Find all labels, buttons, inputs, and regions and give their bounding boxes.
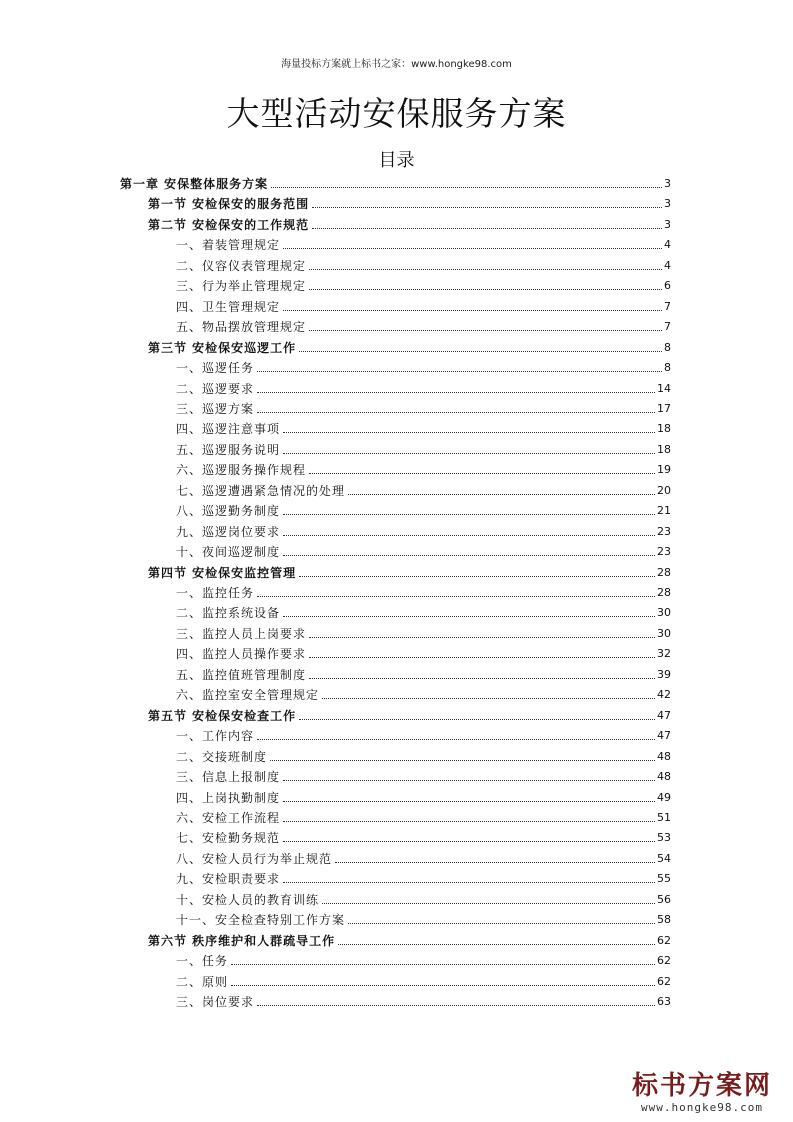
toc-entry-label: 第一节 安检保安的服务范围 [148, 197, 310, 212]
toc-leader-dots [283, 513, 655, 515]
toc-leader-dots [283, 881, 655, 883]
toc-leader-dots [322, 902, 655, 904]
toc-entry-label: 六、巡逻服务操作规程 [176, 463, 307, 478]
toc-entry-page: 20 [657, 483, 671, 497]
toc-entry-page: 21 [657, 504, 671, 518]
toc-entry-page: 28 [657, 565, 671, 579]
toc-entry-label: 二、仪容仪表管理规定 [176, 258, 307, 273]
toc-entry-label: 五、监控值班管理制度 [176, 667, 307, 682]
toc-entry[interactable] [176, 438, 671, 458]
toc-leader-dots [309, 329, 662, 331]
toc-leader-dots [283, 779, 655, 781]
toc-entry-label: 八、安检人员行为举止规范 [176, 851, 333, 866]
toc-entry[interactable] [176, 786, 671, 806]
toc-entry-label: 二、巡逻要求 [176, 381, 255, 396]
toc-entry-label: 四、巡逻注意事项 [176, 422, 281, 437]
toc-leader-dots [338, 943, 655, 945]
toc-entry-label: 九、安检职责要求 [176, 872, 281, 887]
toc-entry[interactable] [176, 622, 671, 642]
toc-entry-label: 九、巡逻岗位要求 [176, 524, 281, 539]
toc-entry-page: 3 [664, 217, 671, 231]
toc-heading: 目录 [378, 150, 415, 171]
toc-entry-label: 一、巡逻任务 [176, 361, 255, 376]
watermark-brand: 标书方案网 [631, 1071, 772, 1101]
toc-entry-label: 二、原则 [176, 974, 229, 989]
toc-entry-label: 六、安检工作流程 [176, 810, 281, 825]
toc-leader-dots [309, 268, 662, 270]
toc-entry-page: 8 [664, 361, 671, 375]
toc-entry-label: 第二节 安检保安的工作规范 [148, 217, 310, 232]
toc-leader-dots [309, 288, 662, 290]
toc-leader-dots [309, 636, 655, 638]
toc-entry[interactable] [148, 336, 671, 356]
toc-entry-page: 18 [657, 422, 671, 436]
toc-entry[interactable] [176, 274, 671, 294]
toc-entry-label: 一、监控任务 [176, 586, 255, 600]
toc-entry[interactable] [148, 704, 671, 724]
toc-leader-dots [283, 800, 655, 802]
toc-entry-page: 47 [657, 729, 671, 743]
toc-entry[interactable] [176, 315, 671, 335]
toc-entry[interactable] [176, 397, 671, 417]
toc-leader-dots [283, 820, 655, 822]
toc-entry-page: 19 [657, 463, 671, 477]
toc-entry-page: 53 [657, 831, 671, 845]
toc-entry-page: 7 [664, 299, 671, 313]
toc-leader-dots [283, 452, 655, 454]
toc-entry[interactable] [148, 213, 671, 233]
toc-entry-page: 54 [657, 851, 671, 865]
toc-entry[interactable] [176, 254, 671, 274]
watermark-url: www.hongke98.com [641, 1101, 763, 1114]
toc-entry[interactable] [148, 192, 671, 212]
toc-entry[interactable] [176, 499, 671, 519]
toc-entry[interactable] [176, 724, 671, 744]
toc-entry[interactable] [176, 683, 671, 703]
toc-entry-label: 四、监控人员操作要求 [176, 647, 307, 662]
toc-entry-label: 第六节 秩序维护和人群疏导工作 [148, 933, 336, 948]
toc-entry[interactable] [176, 970, 671, 990]
toc-leader-dots [309, 472, 655, 474]
toc-leader-dots [283, 615, 655, 617]
toc-leader-dots [299, 718, 655, 720]
toc-entry-label: 四、卫生管理规定 [176, 299, 281, 314]
toc-entry-page: 4 [664, 238, 671, 252]
toc-leader-dots [231, 963, 655, 965]
toc-entry-label: 第四节 安检保安监控管理 [148, 565, 297, 580]
toc-leader-dots [312, 206, 662, 208]
toc-entry-label: 三、监控人员上岗要求 [176, 626, 307, 641]
toc-entry-label: 四、上岗执勤制度 [176, 790, 281, 805]
toc-entry[interactable] [176, 479, 671, 499]
toc-leader-dots [299, 350, 662, 352]
toc-entry-page: 63 [657, 995, 671, 1008]
toc-entry-label: 一、着装管理规定 [176, 238, 281, 253]
toc-entry[interactable] [176, 949, 671, 969]
toc-entry[interactable] [176, 520, 671, 540]
toc-entry-label: 第三节 安检保安巡逻工作 [148, 340, 297, 355]
toc-leader-dots [283, 840, 655, 842]
watermark-logo [627, 1071, 777, 1114]
toc-entry-label: 三、巡逻方案 [176, 401, 255, 416]
toc-entry[interactable] [176, 417, 671, 437]
toc-entry[interactable] [120, 172, 671, 192]
toc-entry-page: 48 [657, 749, 671, 763]
toc-leader-dots [271, 186, 662, 188]
toc-leader-dots [257, 595, 655, 597]
toc-entry-label: 八、巡逻勤务制度 [176, 504, 281, 519]
toc-entry-page: 23 [657, 545, 671, 559]
toc-entry-label: 三、行为举止管理规定 [176, 279, 307, 294]
toc-entry[interactable] [176, 765, 671, 785]
toc-entry[interactable] [176, 990, 671, 1010]
toc-leader-dots [309, 677, 655, 679]
toc-entry[interactable] [176, 867, 671, 887]
toc-entry-page: 3 [664, 197, 671, 211]
toc-leader-dots [257, 370, 662, 372]
toc-entry-page: 3 [664, 177, 671, 190]
toc-entry[interactable] [176, 745, 671, 765]
toc-entry-page: 62 [657, 954, 671, 968]
toc-leader-dots [283, 309, 662, 311]
toc-entry-page: 14 [657, 381, 671, 395]
toc-entry[interactable] [176, 908, 671, 928]
page-header: 海量投标方案就上标书之家：www.hongke98.com [281, 59, 512, 70]
toc-entry[interactable] [176, 642, 671, 662]
toc-entry[interactable] [176, 601, 671, 621]
toc-entry-label: 七、巡逻遭遇紧急情况的处理 [176, 483, 346, 498]
toc-entry-label: 六、监控室安全管理规定 [176, 688, 320, 703]
toc-entry-page: 51 [657, 810, 671, 824]
toc-leader-dots [312, 227, 662, 229]
toc-entry-page: 47 [657, 708, 671, 722]
toc-entry-label: 三、岗位要求 [176, 995, 255, 1009]
toc-leader-dots [283, 554, 655, 556]
toc-entry-page: 28 [657, 586, 671, 599]
toc-entry[interactable] [148, 561, 671, 581]
toc-entry[interactable] [176, 233, 671, 253]
toc-entry-label: 第五节 安检保安检查工作 [148, 708, 297, 723]
toc-entry-label: 一、任务 [176, 954, 229, 969]
toc-entry-page: 48 [657, 770, 671, 784]
toc-entry-label: 第一章 安保整体服务方案 [120, 177, 269, 191]
toc-entry[interactable] [176, 888, 671, 908]
toc-entry-page: 8 [664, 340, 671, 354]
toc-entry-label: 五、巡逻服务说明 [176, 442, 281, 457]
toc-leader-dots [257, 1004, 655, 1006]
toc-entry-page: 58 [657, 913, 671, 927]
toc-leader-dots [257, 391, 655, 393]
toc-entry[interactable] [176, 581, 671, 601]
toc-leader-dots [283, 534, 655, 536]
toc-entry-page: 56 [657, 892, 671, 906]
toc-entry[interactable] [176, 458, 671, 478]
toc-entry[interactable] [176, 806, 671, 826]
toc-entry[interactable] [176, 356, 671, 376]
toc-leader-dots [322, 697, 655, 699]
toc-leader-dots [257, 411, 655, 413]
toc-entry-page: 30 [657, 626, 671, 640]
toc-entry[interactable] [176, 663, 671, 683]
toc-entry[interactable] [148, 929, 671, 949]
toc-entry-page: 42 [657, 688, 671, 702]
toc-entry[interactable] [176, 826, 671, 846]
toc-entry[interactable] [176, 295, 671, 315]
toc-leader-dots [309, 656, 655, 658]
toc-entry-page: 18 [657, 442, 671, 456]
toc-entry-page: 39 [657, 667, 671, 681]
toc-entry-label: 二、交接班制度 [176, 749, 268, 764]
toc-entry-page: 55 [657, 872, 671, 886]
toc-entry-label: 十、夜间巡逻制度 [176, 545, 281, 560]
toc-entry[interactable] [176, 377, 671, 397]
document-title: 大型活动安保服务方案 [226, 94, 567, 133]
toc-entry-page: 49 [657, 790, 671, 804]
toc-leader-dots [299, 575, 655, 577]
toc-entry-page: 23 [657, 524, 671, 538]
toc-entry-page: 17 [657, 401, 671, 415]
toc-leader-dots [335, 861, 655, 863]
toc-leader-dots [231, 984, 655, 986]
toc-entry-page: 62 [657, 974, 671, 988]
toc-leader-dots [283, 431, 655, 433]
toc-entry-label: 十一、安全检查特别工作方案 [176, 913, 346, 928]
toc-entry-label: 二、监控系统设备 [176, 606, 281, 621]
toc-entry-label: 七、安检勤务规范 [176, 831, 281, 846]
toc-leader-dots [257, 738, 655, 740]
toc-entry-label: 五、物品摆放管理规定 [176, 320, 307, 335]
toc-leader-dots [348, 922, 655, 924]
toc-leader-dots [348, 493, 655, 495]
toc-entry-label: 一、工作内容 [176, 729, 255, 744]
toc-leader-dots [270, 759, 655, 761]
toc-entry-page: 4 [664, 258, 671, 272]
toc-entry[interactable] [176, 540, 671, 560]
toc-entry-page: 7 [664, 320, 671, 334]
toc-entry-page: 6 [664, 279, 671, 293]
toc-leader-dots [283, 247, 662, 249]
toc-entry-label: 十、安检人员的教育训练 [176, 892, 320, 907]
toc-entry[interactable] [176, 847, 671, 867]
toc-entry-page: 30 [657, 606, 671, 620]
toc-entry-label: 三、信息上报制度 [176, 770, 281, 785]
toc-entry-page: 62 [657, 933, 671, 947]
toc-entry-page: 32 [657, 647, 671, 661]
